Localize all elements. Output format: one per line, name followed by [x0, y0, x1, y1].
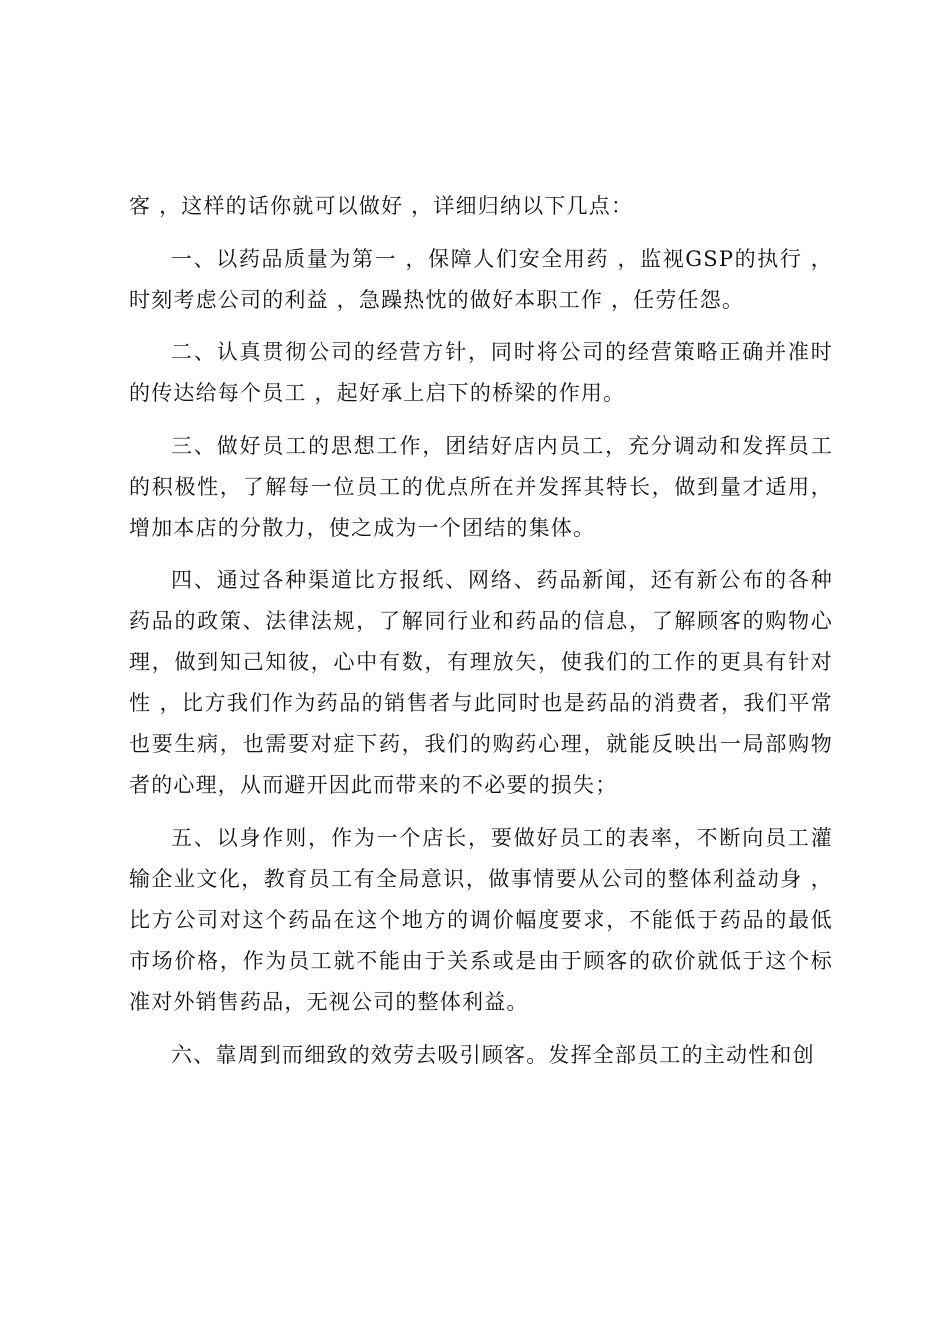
paragraph-continuation: 客 ，这样的话你就可以做好 ，详细归纳以下几点：	[129, 194, 634, 218]
document-body	[129, 186, 833, 1087]
paragraph-item-3: 三、做好员工的思想工作，团结好店内员工，充分调动和发挥员工的积极性，了解每一位员工的优点所在并发挥其特长，做到量才适用，增加本店的分散力，使之成为一个团结的集体。	[129, 433, 833, 540]
paragraph-item-5: 五、以身作则，作为一个店长，要做好员工的表率，不断向员工灌输企业文化，教育员工有全局意识，做事情要从公司的整体利益动身 ，比方公司对这个药品在这个地方的调价幅度要求，不能低于药品的最低市场价格，作为员工就不能由于关系或是由于顾客的砍价就低于这个标准对外销售药品，无视公司的整体利益。	[129, 825, 833, 1014]
paragraph-item-2: 二、认真贯彻公司的经营方针，同时将公司的经营策略正确并准时的传达给每个员工 ，起好承上启下的桥梁的作用。	[129, 340, 833, 406]
paragraph-item-6: 六、靠周到而细致的效劳去吸引顾客。发挥全部员工的主动性和创	[171, 1042, 815, 1067]
paragraph-item-4: 四、通过各种渠道比方报纸、网络、药品新闻，还有新公布的各种药品的政策、法律法规，了解同行业和药品的信息，了解顾客的购物心理，做到知己知彼，心中有数，有理放矢，使我们的工作的更具有针对性 ，比方我们作为药品的销售者与此同时也是药品的消费者，我们平常也要生病，也需要对症下药，我们的购药心理，就能反映出一局部购物者的心理，从而避开因此而带来的不必要的损失；	[129, 568, 833, 798]
paragraph-item-1: 一、以药品质量为第一 ，保障人们安全用药 ，监视GSP的执行 ，时刻考虑公司的利益 ，急躁热忱的做好本职工作 ，任劳任怨。	[129, 246, 833, 312]
